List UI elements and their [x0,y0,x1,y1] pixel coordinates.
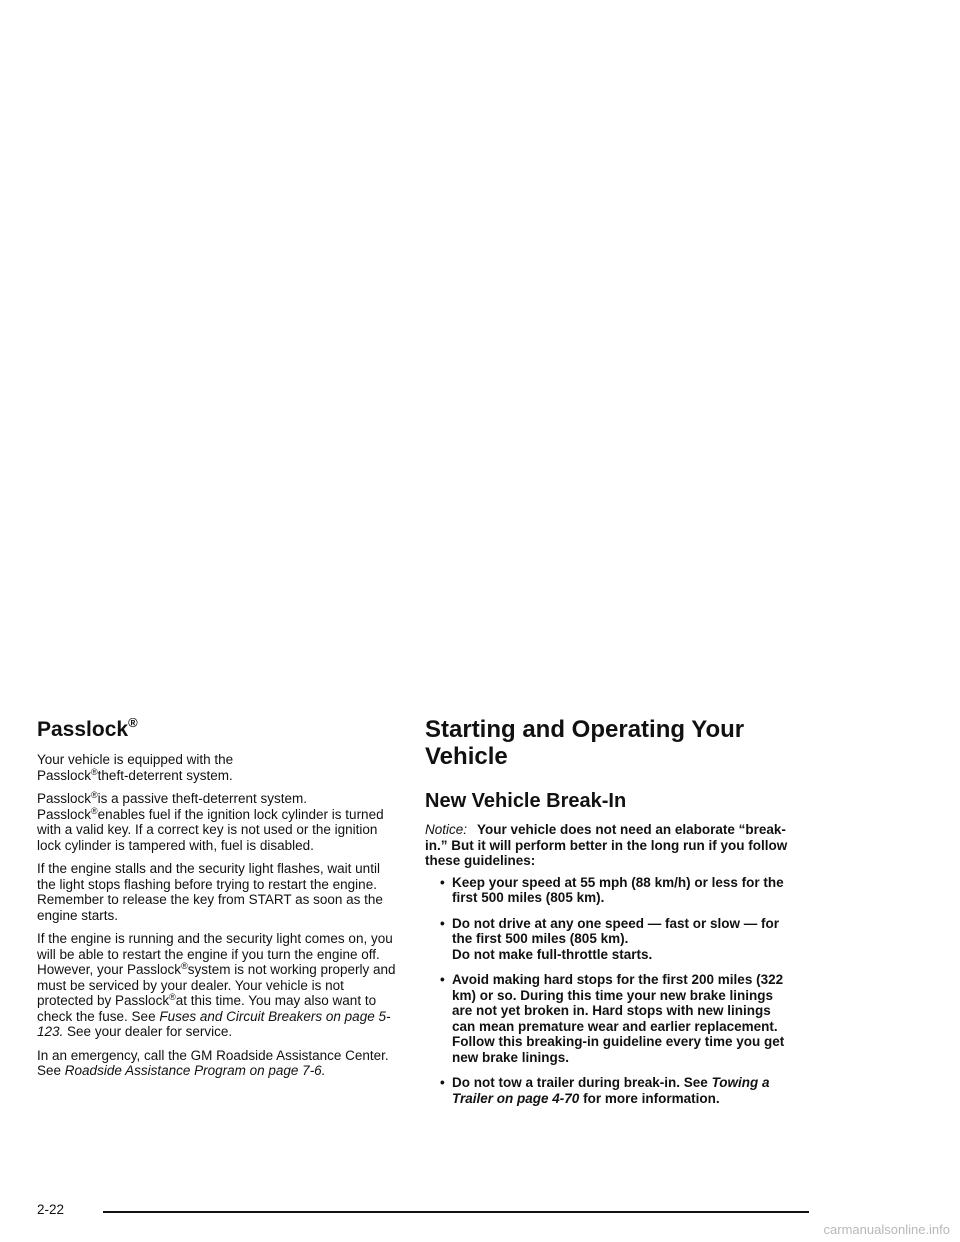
list-item: • Do not tow a trailer during break-in. See Towing a Trailer on page 4-70 for more information. [440,1075,770,1106]
passlock-paragraph-1: Your vehicle is equipped with the Passlock®theft-deterrent system. [37,752,234,783]
bullet-icon: • [440,915,445,931]
watermark: carmanualsonline.info [823,1222,950,1237]
passlock-section [37,715,399,1087]
list-item: • Keep your speed at 55 mph (88 km/h) or less for the first 500 miles (805 km). [440,874,784,905]
starting-section [425,716,797,1116]
passlock-paragraph-4: If the engine is running and the security light comes on, you will be able to restart the engine if you turn the engine off. However, your Passlock®system is not working properly and must be serviced by your dealer. Your vehicle is not protected by Passlock®at this time. You may also want to check the fuse. See Fuses and Circuit Breakers on page 5-123. See your dealer for service. [37,931,396,1039]
passlock-heading: Passlock® [37,715,138,741]
bullet-icon: • [440,972,445,987]
roadside-assistance-link[interactable]: Roadside Assistance Program on page 7-6. [64,1063,326,1078]
chapter-heading: Starting and Operating Your Vehicle [425,716,745,770]
list-item: • Do not drive at any one speed — fast or slow — for the first 500 miles (805 km). Do not make full-throttle starts. [440,915,780,962]
footer-divider [103,1211,809,1213]
notice-label: Notice: [425,822,468,837]
fuses-reference-link[interactable]: Fuses and Circuit Breakers on page 5-123. [37,1008,391,1039]
break-in-heading: New Vehicle Break-In [425,790,627,812]
bullet-icon: • [440,874,445,890]
notice-paragraph: Notice: Your vehicle does not need an elaborate “break-in.” But it will perform better in the long run if you follow these guidelines: [425,822,788,868]
passlock-paragraph-2: Passlock®is a passive theft-deterrent system. Passlock®enables fuel if the ignition lock cylinder is turned with a valid key. If a correct key is not used or the ignition lock cylinder is tampered with, fuel is disabled. [37,790,384,853]
towing-reference-link[interactable]: Towing a Trailer on page 4-70 [452,1075,770,1106]
passlock-paragraph-5: In an emergency, call the GM Roadside Assistance Center. See Roadside Assistance Program on page 7-6. [37,1047,389,1078]
break-in-guidelines [425,875,797,1107]
page-number: 2-22 [37,1202,65,1217]
list-item: • Avoid making hard stops for the first 200 miles (322 km) or so. During this time your new brake linings are not yet broken in. Hard stops with new linings can mean premature wear and earlier replacement. Follow this breaking-in guideline every time you get new brake linings. [440,972,785,1065]
registered-mark: ® [128,715,138,730]
passlock-paragraph-3: If the engine stalls and the security light flashes, wait until the light stops flashing before trying to restart the engine. Remember to release the key from START as soon as the engine starts. [37,861,383,923]
bullet-icon: • [440,1075,445,1090]
